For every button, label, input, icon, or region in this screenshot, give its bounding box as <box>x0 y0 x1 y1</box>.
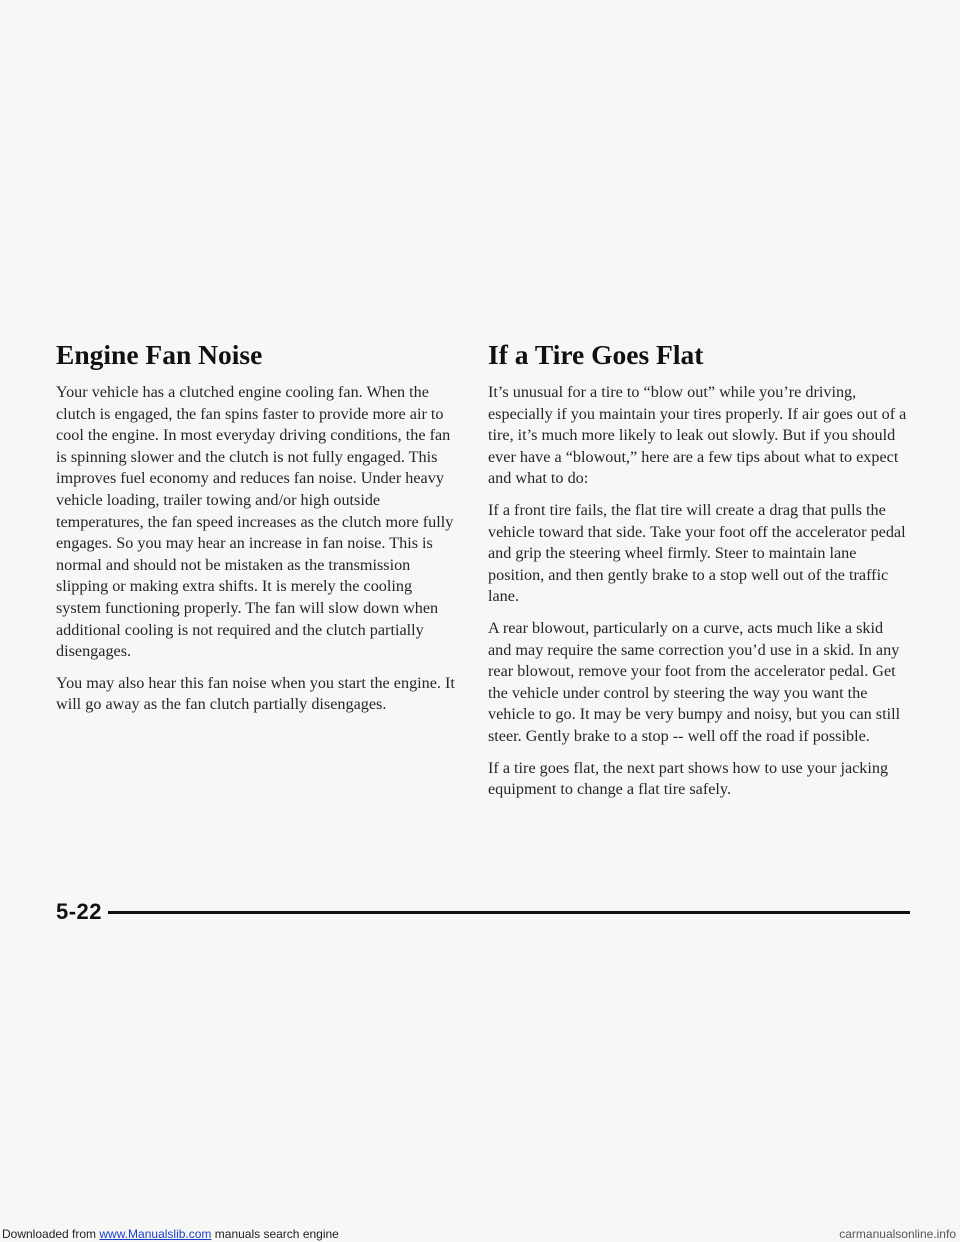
page-footer <box>56 897 910 927</box>
paragraph: A rear blowout, particularly on a curve, acts much like a skid and may require the same correction you’d use in a skid. In any rear blowout, remove your foot from the accelerator pedal. Get the vehicle under control by steering the way you want the vehicle to go. It may be very bumpy and noisy, but you can still steer. Gently brake to a stop -- well off the road if possible. <box>488 618 901 745</box>
paragraph: It’s unusual for a tire to “blow out” while you’re driving, especially if you maintain your tires properly. If air goes out of a tire, it’s much more likely to leak out slowly. But if you should ever have a “blowout,” here are a few tips about what to expect and what to do: <box>488 383 907 488</box>
paragraph: Your vehicle has a clutched engine cooling fan. When the clutch is engaged, the fan spins faster to provide more air to cool the engine. In most everyday driving conditions, the fan is spinning slower and the clutch is not fully engaged. This improves fuel economy and reduces fan noise. Under heavy vehicle loading, trailer towing and/or high outside temperatures, the fan speed increases as the clutch more fully engages. So you may hear an increase in fan noise. This is normal and should not be mistaken as the transmission slipping or making extra shifts. It is merely the cooling system functioning properly. The fan will slow down when additional cooling is not required and the clutch partially disengages. <box>56 383 454 661</box>
page-number: 5-22 <box>56 899 103 924</box>
left-column <box>56 338 456 726</box>
banner-suffix: manuals search engine <box>211 1227 339 1241</box>
paragraph: If a front tire fails, the flat tire will create a drag that pulls the vehicle toward that side. Take your foot off the accelerator pedal and grip the steering wheel firmly. Steer to maintain lane position, and then gently brake to a stop well out of the traffic lane. <box>488 500 906 606</box>
download-banner <box>0 1226 960 1242</box>
watermark-text: carmanualsonline.info <box>839 1227 956 1241</box>
right-column <box>488 338 910 811</box>
paragraph: If a tire goes flat, the next part shows how to use your jacking equipment to change a flat tire safely. <box>488 758 889 799</box>
banner-prefix: Downloaded from <box>2 1227 100 1241</box>
manualslib-link[interactable]: www.Manualslib.com <box>99 1227 212 1241</box>
banner-text <box>2 1226 339 1242</box>
footer-rule <box>108 911 910 914</box>
section-heading-engine-fan-noise: Engine Fan Noise <box>56 339 263 370</box>
section-heading-tire-goes-flat: If a Tire Goes Flat <box>488 339 704 370</box>
paragraph: You may also hear this fan noise when you start the engine. It will go away as the fan clutch partially disengages. <box>56 673 455 714</box>
